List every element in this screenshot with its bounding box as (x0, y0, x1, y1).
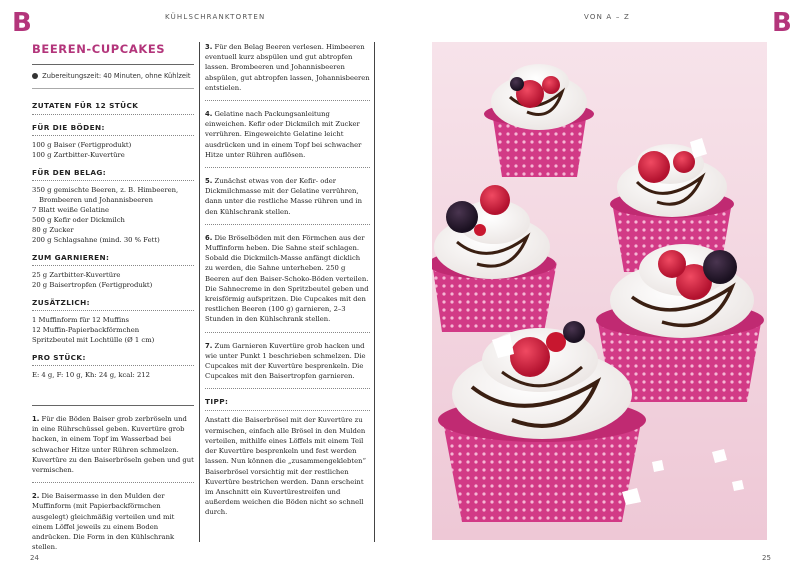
ingredients-column (32, 42, 194, 380)
ingredient-item: 100 g Baiser (Fertigprodukt) (32, 141, 132, 149)
ingredient-list (32, 140, 194, 160)
page-number-right: 25 (762, 554, 771, 562)
step-7 (205, 341, 370, 390)
ingredient-item: 12 Muffin-Papierbackförmchen (32, 326, 140, 334)
step-2 (32, 491, 194, 559)
step-number: 5. (205, 177, 213, 186)
ingredient-list (32, 315, 194, 345)
ingredient-group-heading: FÜR DEN BELAG: (32, 168, 194, 181)
step-text: Zunächst etwas von der Kefir- oder Dickmilchmasse mit der Gelatine verrühren, dann unter die restliche Masse rühren und in den Kühlschrank stellen. (205, 177, 362, 216)
recipe-title: BEEREN-CUPCAKES (32, 42, 194, 65)
ingredient-group-heading: PRO STÜCK: (32, 353, 194, 366)
ingredient-item: 25 g Zartbitter-Kuvertüre (32, 271, 121, 279)
step-number: 1. (32, 415, 40, 423)
nutrition-info: E: 4 g, F: 10 g, Kh: 24 g, kcal: 212 (32, 371, 150, 379)
step-5 (205, 176, 370, 225)
step-3 (205, 42, 370, 101)
step-6 (205, 233, 370, 333)
ingredient-item: 500 g Kefir oder Dickmilch (32, 216, 125, 224)
step-1 (32, 414, 194, 483)
ingredient-item: 200 g Schlagsahne (mind. 30 % Fett) (32, 236, 160, 244)
chapter-letter-left: B (12, 8, 32, 38)
ingredient-list (32, 370, 194, 380)
running-head-right: VON A – Z (584, 13, 630, 21)
steps-column-left (32, 405, 194, 567)
ingredient-item: 7 Blatt weiße Gelatine (32, 206, 110, 214)
step-text: Zum Garnieren Kuvertüre grob hacken und wie unter Punkt 1 beschrieben schmelzen. Die Cupcakes mit der Kuvertüre besprenkeln. Die Cupcakes mit den Baisertropfen garnieren. (205, 341, 366, 381)
step-number: 7. (205, 341, 213, 350)
ingredient-item: 80 g Zucker (32, 226, 74, 234)
step-text: Für den Belag Beeren verlesen. Himbeeren eventuell kurz abspülen und gut abtropfen lassen. Brombeeren und Johannisbeeren abspülen, gut abtropfen lassen, Johannisbeeren entstielen. (205, 43, 370, 92)
running-head-left: KÜHLSCHRANKTORTEN (165, 13, 266, 21)
ingredient-item: 100 g Zartbitter-Kuvertüre (32, 151, 125, 159)
step-text: Die Bröselböden mit den Förmchen aus der Muffinform heben. Die Sahne steif schlagen. Sobald die Dickmilch-Masse anfängt dicklich zu werden, die Sahne unterheben. 250 g Beeren auf den Baiser-Schoko-Böden verteilen. Die Sahnecreme in den Spritzbeutel geben und kreisförmig aufspritzen. Die Cupcakes mit den restlichen Beeren (100 g) garnieren, 2–3 Stunden in den Kühlschrank stellen. (205, 233, 369, 324)
clock-icon (32, 73, 38, 79)
ingredient-item: 1 Muffinform für 12 Muffins (32, 316, 129, 324)
chapter-letter-right: B (772, 8, 792, 38)
step-number: 4. (205, 110, 213, 119)
prep-time (32, 72, 194, 89)
column-divider (374, 42, 375, 542)
ingredient-group-heading: ZUM GARNIEREN: (32, 253, 194, 266)
step-text: Gelatine nach Packungsanleitung einweichen. Kefir oder Dickmilch mit Zucker verrühren. Eingeweichte Gelatine leicht ausdrücken und in einem Topf bei schwacher Hitze unter Rühren auflösen. (205, 110, 362, 159)
step-number: 6. (205, 233, 213, 242)
ingredient-list (32, 270, 194, 290)
step-number: 2. (32, 492, 40, 501)
step-number: 3. (205, 43, 213, 51)
step-4 (205, 109, 370, 168)
ingredient-group-heading: FÜR DIE BÖDEN: (32, 123, 194, 136)
tip-heading: TIPP: (205, 397, 370, 411)
tip-text: Anstatt die Baiserbrösel mit der Kuvertüre zu vermischen, einfach alle Brösel in den Mulden verteilen, mithilfe eines Löffels mit einem Teil der Kuvertüre besprenkeln und fest werden lassen. Nun können die „zusammengeklebten“ Baiserbrösel vorsichtig mit der restlichen Kuvertüre bestrichen werden. Dann erscheint im Anschnitt ein Kuvertürestreifen und außerdem weichen die Böden nicht so schnell durch. (205, 416, 366, 517)
ingredient-item: 20 g Baisertropfen (Fertigprodukt) (32, 281, 153, 289)
ingredient-item: 350 g gemischte Beeren, z. B. Himbeeren, Brombeeren und Johannisbeeren (32, 186, 179, 204)
step-text: Für die Böden Baiser grob zerbröseln und in eine Rührschüssel geben. Kuvertüre grob hacken, in einem Topf im Wasserbad bei schwacher Hitze unter Rühren schmelzen. Kuvertüre zu den Baiserbröseln geben und gut vermischen. (32, 415, 194, 475)
ingredient-list (32, 185, 194, 245)
ingredients-title: ZUTATEN FÜR 12 STÜCK (32, 101, 194, 115)
steps-column-center (205, 42, 370, 518)
ingredient-item: Spritzbeutel mit Lochtülle (Ø 1 cm) (32, 336, 155, 344)
column-divider (199, 42, 200, 542)
page-number-left: 24 (30, 554, 39, 562)
ingredient-group-heading: ZUSÄTZLICH: (32, 298, 194, 311)
prep-time-text: Zubereitungszeit: 40 Minuten, ohne Kühlzeit (42, 72, 191, 80)
step-text: Die Baisermasse in den Mulden der Muffinform (mit Papierbackförmchen ausgelegt) gleichmäßig verteilen und mit einem Löffel jeweils zu einem Boden andrücken. Die Form in den Kühlschrank stellen. (32, 492, 175, 552)
cupcakes-illustration (432, 42, 767, 540)
cupcakes-photo (432, 42, 767, 540)
